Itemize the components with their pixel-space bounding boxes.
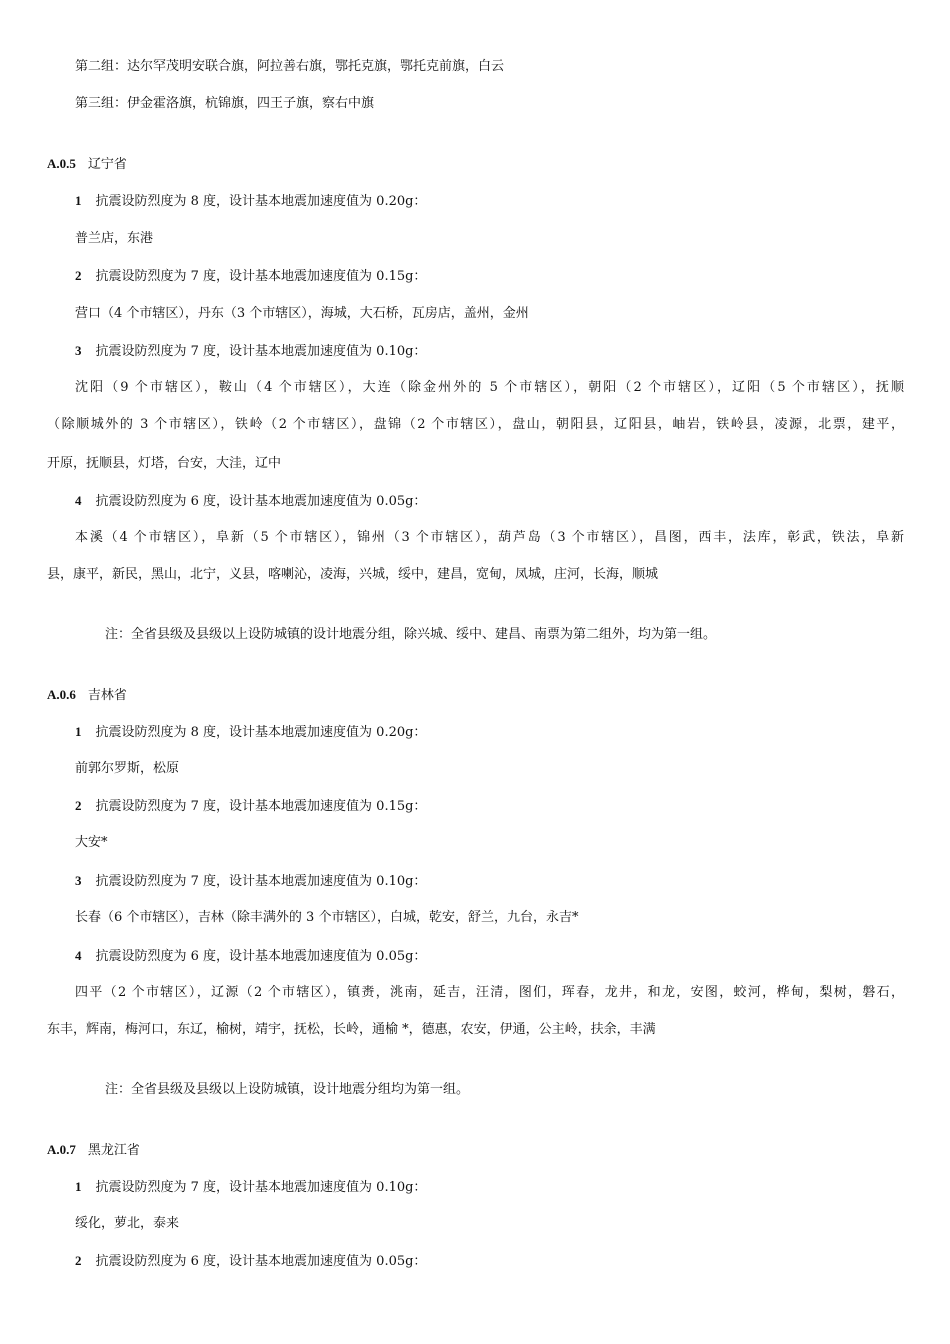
- item-list: 四平（2 个市辖区），辽源（2 个市辖区），镇赉，洮南，延吉，汪清，图们，珲春，龙井，和龙，安图，蛟河，桦甸，梨树，磐石，: [75, 985, 904, 1000]
- item-text: 抗震设防烈度为 7 度，设计基本地震加速度值为 0.10g：: [95, 1180, 427, 1195]
- item-heading: [75, 1252, 426, 1271]
- item-heading: [75, 947, 426, 966]
- item-number: 2: [75, 268, 82, 283]
- section-number: A.0.7: [47, 1142, 76, 1157]
- item-text: 抗震设防烈度为 7 度，设计基本地震加速度值为 0.15g：: [95, 269, 427, 284]
- item-text: 抗震设防烈度为 7 度，设计基本地震加速度值为 0.15g：: [95, 799, 427, 814]
- item-number: 3: [75, 343, 82, 358]
- item-list: 本溪（4 个市辖区），阜新（5 个市辖区），锦州（3 个市辖区），葫芦岛（3 个市辖区），昌图，西丰，法库，彰武，铁法，阜新: [75, 530, 904, 545]
- item-heading: [75, 492, 426, 511]
- item-number: 3: [75, 873, 82, 888]
- group-three-line: 第三组：伊金霍洛旗，杭锦旗，四王子旗，察右中旗: [75, 96, 375, 111]
- item-heading: [75, 1178, 426, 1197]
- item-text: 抗震设防烈度为 6 度，设计基本地震加速度值为 0.05g：: [95, 1254, 427, 1269]
- item-list: 前郭尔罗斯，松原: [75, 761, 180, 776]
- item-number: 4: [75, 493, 82, 508]
- item-list: 东丰，辉南，梅河口，东辽，榆树，靖宇，抚松，长岭，通榆 *，德惠，农安，伊通，公主岭，扶余，丰满: [47, 1022, 656, 1037]
- section-title: 黑龙江省: [87, 1143, 140, 1158]
- item-heading: [75, 267, 426, 286]
- item-list: 开原，抚顺县，灯塔，台安，大洼，辽中: [47, 456, 282, 471]
- section-heading-a05: [47, 155, 127, 174]
- item-heading: [75, 797, 426, 816]
- item-list: 普兰店，东港: [75, 231, 154, 246]
- item-text: 抗震设防烈度为 6 度，设计基本地震加速度值为 0.05g：: [95, 949, 427, 964]
- item-heading: [75, 192, 426, 211]
- item-list: 营口（4 个市辖区），丹东（3 个市辖区），海城，大石桥，瓦房店，盖州，金州: [75, 306, 529, 321]
- item-list: 沈阳（9 个市辖区），鞍山（4 个市辖区），大连（除金州外的 5 个市辖区），朝阳（2 个市辖区），辽阳（5 个市辖区），抚顺: [75, 380, 904, 395]
- item-list: 长春（6 个市辖区），吉林（除丰满外的 3 个市辖区），白城，乾安，舒兰，九台，永吉*: [75, 910, 579, 925]
- item-heading: [75, 872, 426, 891]
- item-text: 抗震设防烈度为 6 度，设计基本地震加速度值为 0.05g：: [95, 494, 427, 509]
- item-number: 2: [75, 1253, 82, 1268]
- item-number: 4: [75, 948, 82, 963]
- item-list: 县，康平，新民，黑山，北宁，义县，喀喇沁，凌海，兴城，绥中，建昌，宽甸，凤城，庄河，长海，顺城: [47, 567, 659, 582]
- item-number: 1: [75, 1179, 82, 1194]
- item-number: 1: [75, 724, 82, 739]
- item-list: 大安*: [75, 835, 108, 850]
- item-number: 2: [75, 798, 82, 813]
- section-heading-a06: [47, 686, 127, 705]
- group-two-line: 第二组：达尔罕茂明安联合旗，阿拉善右旗，鄂托克旗，鄂托克前旗，白云: [75, 59, 505, 74]
- item-text: 抗震设防烈度为 8 度，设计基本地震加速度值为 0.20g：: [95, 194, 427, 209]
- section-heading-a07: [47, 1141, 140, 1160]
- section-note: 注：全省县级及县级以上设防城镇，设计地震分组均为第一组。: [105, 1082, 470, 1097]
- item-heading: [75, 723, 426, 742]
- item-list: （除顺城外的 3 个市辖区），铁岭（2 个市辖区），盘锦（2 个市辖区），盘山，朝阳县，辽阳县，岫岩，铁岭县，凌源，北票，建平，: [47, 417, 904, 432]
- section-number: A.0.6: [47, 687, 76, 702]
- section-note: 注：全省县级及县级以上设防城镇的设计地震分组，除兴城、绥中、建昌、南票为第二组外，均为第一组。: [105, 627, 717, 642]
- item-list: 绥化，萝北，泰来: [75, 1216, 180, 1231]
- section-number: A.0.5: [47, 156, 76, 171]
- item-heading: [75, 342, 426, 361]
- section-title: 辽宁省: [87, 157, 127, 172]
- item-text: 抗震设防烈度为 7 度，设计基本地震加速度值为 0.10g：: [95, 344, 427, 359]
- item-number: 1: [75, 193, 82, 208]
- item-text: 抗震设防烈度为 7 度，设计基本地震加速度值为 0.10g：: [95, 874, 427, 889]
- item-text: 抗震设防烈度为 8 度，设计基本地震加速度值为 0.20g：: [95, 725, 427, 740]
- section-title: 吉林省: [87, 688, 127, 703]
